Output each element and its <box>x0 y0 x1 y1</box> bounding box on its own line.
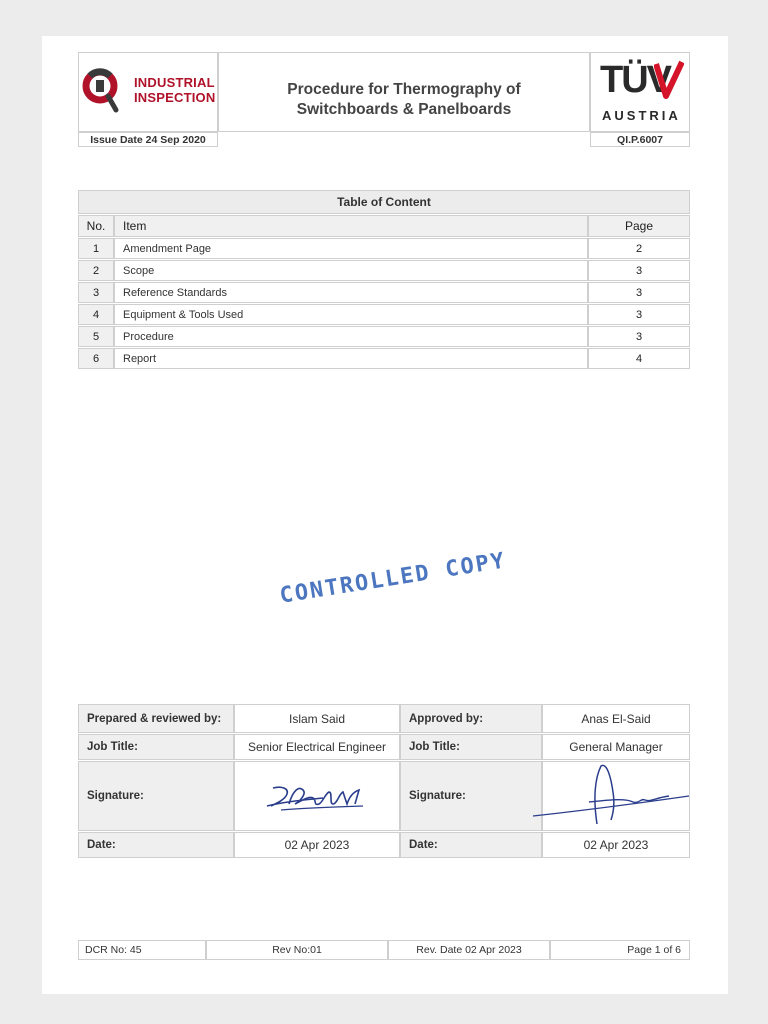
tuv-check-icon <box>654 60 684 100</box>
toc-row-page: 3 <box>588 282 690 303</box>
document-title <box>218 80 590 120</box>
toc-row-item: Amendment Page <box>114 238 588 259</box>
prepared-job-title-label: Job Title: <box>78 734 234 760</box>
logo-line-2: INSPECTION <box>134 90 216 105</box>
toc-row-no: 5 <box>78 326 114 347</box>
toc-row-no: 4 <box>78 304 114 325</box>
magnifier-logo-icon <box>82 66 122 118</box>
revision-number: Rev No:01 <box>206 940 388 960</box>
approved-signature-image <box>529 758 691 824</box>
revision-date: Rev. Date 02 Apr 2023 <box>388 940 550 960</box>
approved-date: 02 Apr 2023 <box>542 832 690 858</box>
toc-row-no: 6 <box>78 348 114 369</box>
toc-header-no: No. <box>78 215 114 237</box>
industrial-inspection-logo <box>82 66 216 114</box>
toc-row-page: 2 <box>588 238 690 259</box>
toc-header-page: Page <box>588 215 690 237</box>
toc-row-page: 3 <box>588 260 690 281</box>
approved-job-title-label: Job Title: <box>400 734 542 760</box>
approved-signature-cell <box>542 761 690 831</box>
toc-row-page: 3 <box>588 326 690 347</box>
toc-row-item: Equipment & Tools Used <box>114 304 588 325</box>
dcr-number: DCR No: 45 <box>78 940 206 960</box>
toc-row-no: 3 <box>78 282 114 303</box>
issue-date: Issue Date 24 Sep 2020 <box>78 132 218 147</box>
document-code: QI.P.6007 <box>590 132 690 147</box>
approved-date-label: Date: <box>400 832 542 858</box>
title-line-2: Switchboards & Panelboards <box>296 101 512 118</box>
prepared-signature-cell <box>234 761 400 831</box>
toc-row-item: Reference Standards <box>114 282 588 303</box>
prepared-job-title: Senior Electrical Engineer <box>234 734 400 760</box>
toc-row-no: 1 <box>78 238 114 259</box>
approved-by-label: Approved by: <box>400 704 542 733</box>
controlled-copy-stamp: CONTROLLED COPY <box>278 548 508 609</box>
toc-header-item: Item <box>114 215 588 237</box>
document-page <box>42 36 728 994</box>
toc-row-item: Report <box>114 348 588 369</box>
toc-row-item: Procedure <box>114 326 588 347</box>
logo-line-1: INDUSTRIAL <box>134 75 215 90</box>
prepared-signature-label: Signature: <box>78 761 234 831</box>
tuv-wordmark: TÜV <box>600 59 670 101</box>
toc-row-page: 3 <box>588 304 690 325</box>
prepared-date-label: Date: <box>78 832 234 858</box>
toc-row-no: 2 <box>78 260 114 281</box>
page-number: Page 1 of 6 <box>550 940 690 960</box>
tuv-country: AUSTRIA <box>602 108 681 123</box>
approved-signature-label: Signature: <box>400 761 542 831</box>
prepared-signature-image <box>263 780 373 816</box>
prepared-by-name: Islam Said <box>234 704 400 733</box>
tuv-austria-logo <box>592 54 688 130</box>
toc-row-page: 4 <box>588 348 690 369</box>
toc-row-item: Scope <box>114 260 588 281</box>
approved-job-title: General Manager <box>542 734 690 760</box>
title-line-1: Procedure for Thermography of <box>287 81 521 98</box>
prepared-by-label: Prepared & reviewed by: <box>78 704 234 733</box>
approved-by-name: Anas El-Said <box>542 704 690 733</box>
toc-title: Table of Content <box>78 190 690 214</box>
prepared-date: 02 Apr 2023 <box>234 832 400 858</box>
